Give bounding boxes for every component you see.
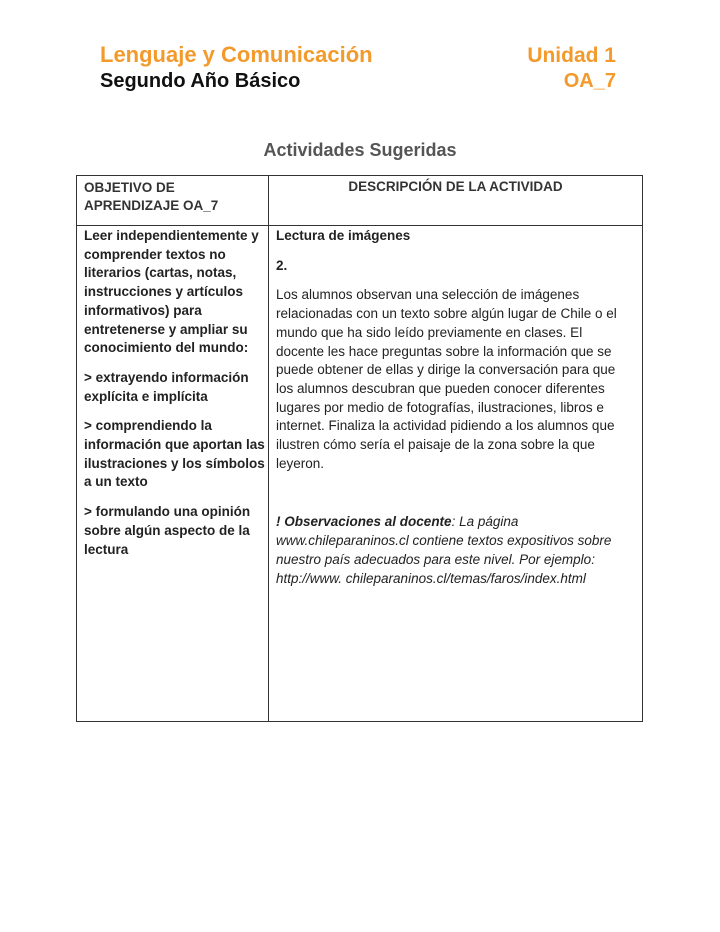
activity-title: Lectura de imágenes — [276, 228, 411, 243]
text-line: los alumnos descubran que pueden conocer diferentes — [276, 380, 605, 396]
grade-title: Segundo Año Básico — [100, 70, 301, 92]
activity-description — [276, 286, 638, 473]
text-line: : La página — [451, 514, 519, 530]
objective-bullet: > comprendiendo la información que aportan las ilustraciones y los símbolos a un texto — [84, 418, 265, 490]
section-title: Actividades Sugeridas — [263, 140, 457, 160]
objective-header: OBJETIVO DE APRENDIZAJE OA_7 — [84, 180, 219, 213]
objective-cell — [84, 227, 266, 570]
text-line: Los alumnos observan una selección de imágenes — [276, 287, 580, 303]
header-divider — [77, 225, 642, 226]
text-line: relacionadas con un texto sobre algún lugar de Chile o el — [276, 306, 617, 322]
column-divider — [268, 176, 269, 721]
subject-title: Lenguaje y Comunicación — [100, 42, 373, 67]
activity-number: 2. — [276, 257, 288, 273]
notes-label: ! Observaciones al docente — [276, 514, 452, 530]
text-line: docente les hace preguntas sobre la información que se — [276, 343, 612, 359]
text-line: mundo que ha sido leído previamente en clases. El — [276, 324, 583, 340]
objective-bullet: > extrayendo información explícita e implícita — [84, 369, 249, 404]
activities-table — [76, 175, 643, 722]
url-text: http://www. chileparaninos.cl/temas/faros/index.html — [276, 570, 586, 586]
description-cell — [276, 227, 638, 599]
text-line: leyeron. — [276, 455, 325, 471]
text-line: nuestro país adecuados para este nivel. Por ejemplo: — [276, 551, 595, 567]
text-line: ilustren cómo sería el paisaje de la zona sobre la que — [276, 437, 595, 453]
text-line: www.chileparaninos.cl contiene textos expositivos sobre — [276, 533, 612, 549]
objective-text: Leer independientemente y comprender textos no literarios (cartas, notas, instrucciones y artículos informativos) para entretenerse y ampliar su conocimiento del mundo: — [84, 228, 259, 356]
teacher-notes — [276, 513, 638, 588]
objective-bullet: > formulando una opinión sobre algún aspecto de la lectura — [84, 504, 251, 557]
oa-label: OA_7 — [563, 70, 616, 92]
text-line: internet. Finaliza la actividad pidiendo a los alumnos que — [276, 418, 615, 434]
description-header: DESCRIPCIÓN DE LA ACTIVIDAD — [348, 179, 563, 194]
text-line: puede obtener de ellas y dirige la conversación para que — [276, 362, 616, 378]
unit-label: Unidad 1 — [527, 44, 616, 67]
text-line: lugares por medio de fotografías, ilustraciones, libros e — [276, 399, 604, 415]
